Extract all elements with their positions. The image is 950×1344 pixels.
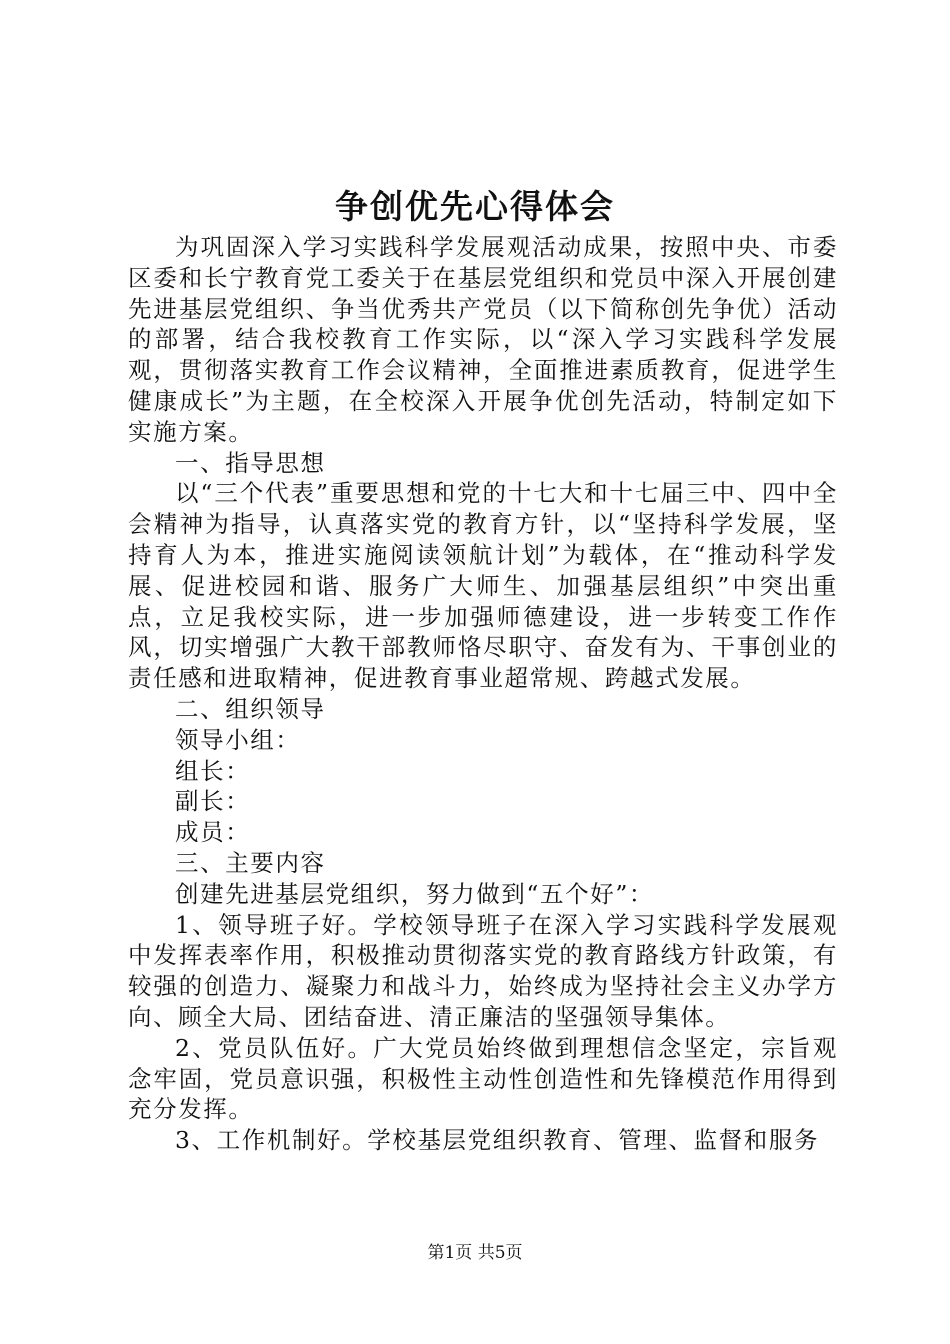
five-goods-intro: 创建先进基层党组织，努力做到“五个好”： — [175, 879, 655, 908]
document-body — [128, 232, 838, 1156]
leadership-group-label: 领导小组： — [175, 725, 301, 754]
document-title: 争创优先心得体会 — [335, 187, 615, 226]
group-leader-label: 组长： — [175, 756, 251, 785]
section-heading-main-content: 三、主要内容 — [175, 848, 326, 877]
item-leadership-paragraph: 1、领导班子好。学校领导班子在深入学习实践科学发展观中发挥表率作用，积极推动贯彻落实党的教育路线方针政策，有较强的创造力、凝聚力和战斗力，始终成为坚持社会主义办学方向、顾全大局、团结奋进、清正廉洁的坚强领导集体。 — [128, 910, 838, 1031]
intro-paragraph: 为巩固深入学习实践科学发展观活动成果，按照中央、市委区委和长宁教育党工委关于在基层党组织和党员中深入开展创建先进基层党组织、争当优秀共产党员（以下简称创先争优）活动的部署，结合我校教育工作实际，以“深入学习实践科学发展观，贯彻落实教育工作会议精神，全面推进素质教育，促进学生健康成长”为主题，在全校深入开展争优创先活动，特制定如下实施方案。 — [128, 233, 838, 446]
guiding-ideology-paragraph: 以“三个代表”重要思想和党的十七大和十七届三中、四中全会精神为指导，认真落实党的教育方针，以“坚持科学发展，坚持育人为本，推进实施阅读领航计划”为载体，在“推动科学发展、促进校园和谐、服务广大师生、加强基层组织”中突出重点，立足我校实际，进一步加强师德建设，进一步转变工作作风，切实增强广大教干部教师恪尽职守、奋发有为、干事创业的责任感和进取精神，促进教育事业超常规、跨越式发展。 — [128, 479, 838, 693]
item-work-mechanism-paragraph: 3、工作机制好。学校基层党组织教育、管理、监督和服务 — [175, 1126, 820, 1155]
page-number-footer: 第1页 共5页 — [427, 1243, 523, 1263]
section-heading-guiding-ideology: 一、指导思想 — [175, 448, 326, 477]
section-heading-organization: 二、组织领导 — [175, 694, 326, 723]
item-party-members-paragraph: 2、党员队伍好。广大党员始终做到理想信念坚定，宗旨观念牢固，党员意识强，积极性主动性创造性和先锋模范作用得到充分发挥。 — [128, 1033, 838, 1124]
deputy-leader-label: 副长： — [175, 787, 251, 816]
members-label: 成员： — [175, 818, 251, 847]
